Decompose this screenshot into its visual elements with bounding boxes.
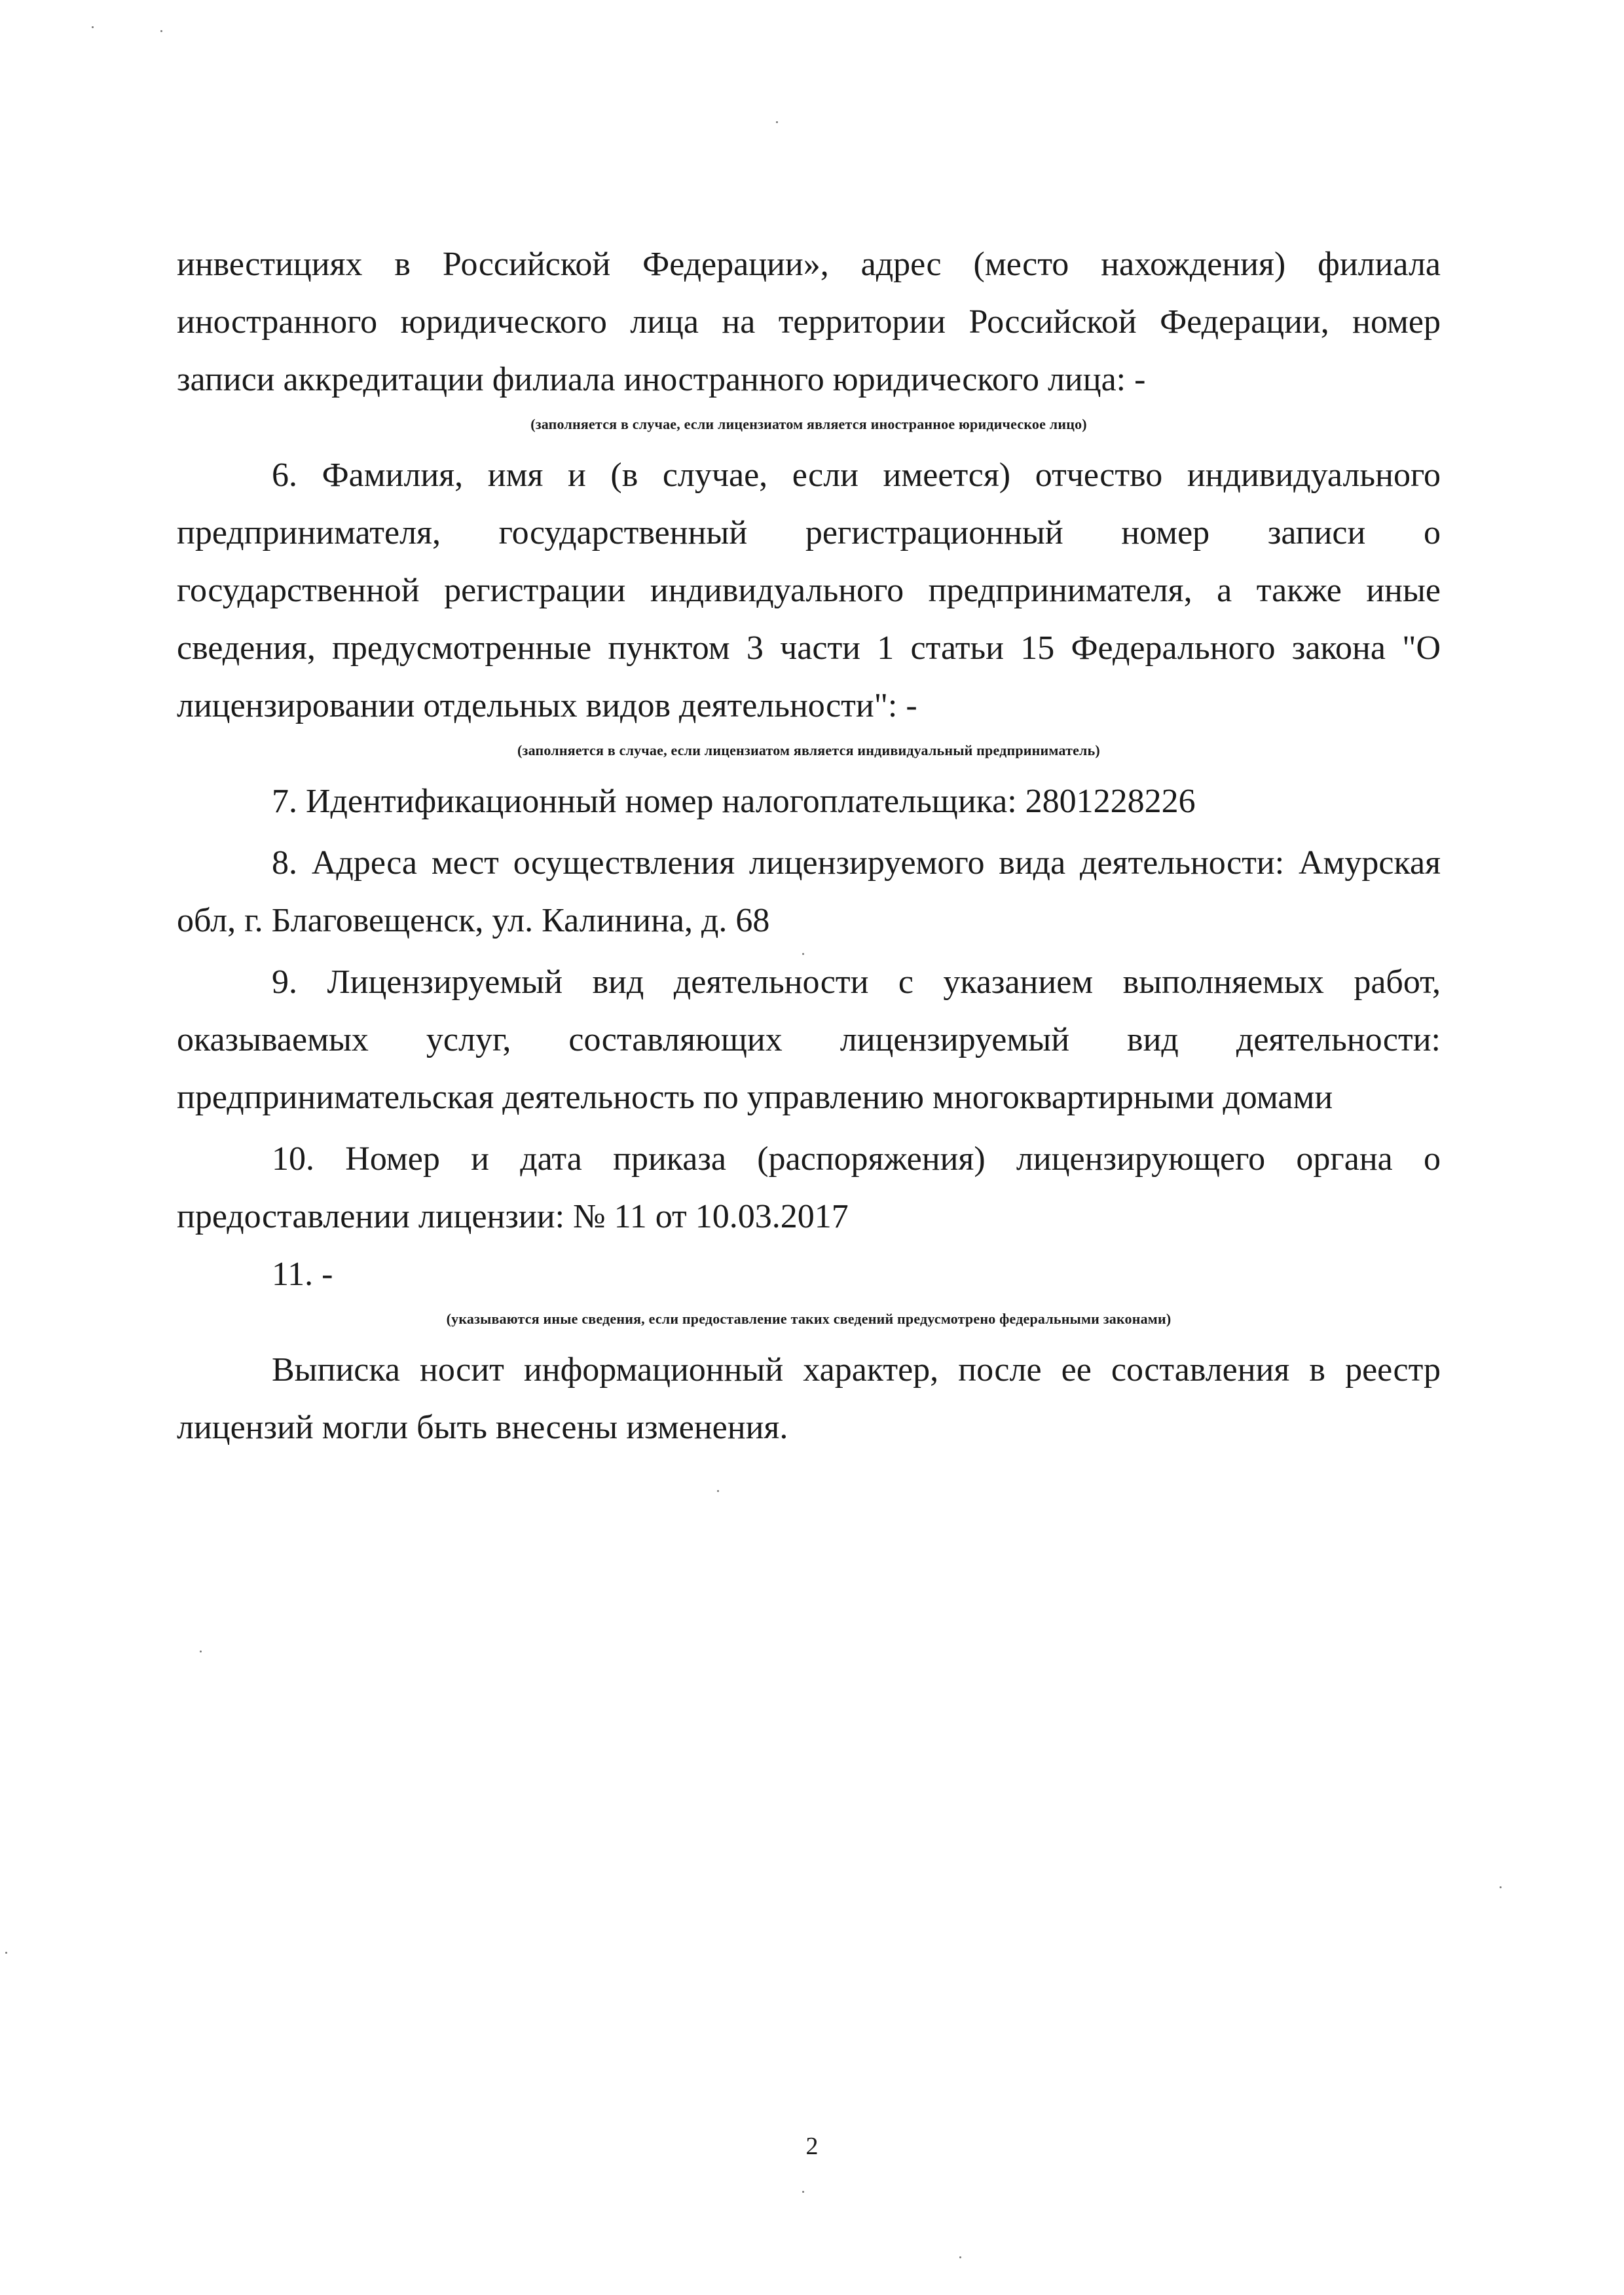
item-10-paragraph: 10. Номер и дата приказа (распоряжения) лицензирующего органа о предоставлении лицензии: № 11 от 10.03.2017 [177,1140,1441,1235]
scan-speck [717,1490,719,1492]
page-number: 2 [805,2133,819,2160]
document-body [177,236,1441,1457]
item-9-paragraph: 9. Лицензируемый вид деятельности с указанием выполняемых работ, оказываемых услуг, составляющих лицензируемый вид деятельности: предпринимательская деятельность по управлению многоквартирными домами [177,963,1441,1116]
item-6-paragraph: 6. Фамилия, имя и (в случае, если имеется) отчество индивидуального предпринимателя, государственный регистрационный номер записи о государственной регистрации индивидуального предпринимателя, а также иные сведения, предусмотренные пунктом 3 части 1 статьи 15 Федерального закона "О лицензировании отдельных видов деятельности": - [177,457,1441,724]
continuation-paragraph: инвестициях в Российской Федерации», адрес (место нахождения) филиала иностранного юридического лица на территории Российской Федерации, номер записи аккредитации филиала иностранного юридического лица: - [177,246,1441,398]
individual-entrepreneur-note: (заполняется в случае, если лицензиатом является индивидуальный предприниматель) [517,742,1100,758]
scan-speck [959,2256,961,2258]
item-7-paragraph: 7. Идентификационный номер налогоплательщика: 2801228226 [272,783,1196,820]
item-8-paragraph: 8. Адреса мест осуществления лицензируемого вида деятельности: Амурская обл, г. Благовещенск, ул. Калинина, д. 68 [177,844,1441,939]
scan-speck [802,953,804,955]
other-info-note: (указываются иные сведения, если предоставление таких сведений предусмотрено федеральными законами) [446,1311,1172,1327]
scan-speck [5,1952,7,1954]
closing-paragraph: Выписка носит информационный характер, после ее составления в реестр лицензий могли быть внесены изменения. [177,1351,1441,1446]
item-11-paragraph: 11. - [272,1256,333,1293]
scan-speck [200,1651,202,1652]
scan-speck [1500,1886,1502,1888]
scan-speck [160,30,162,32]
scan-speck [92,26,94,28]
scan-speck [802,2191,804,2193]
foreign-entity-note: (заполняется в случае, если лицензиатом является иностранное юридическое лицо) [530,416,1087,432]
scan-speck [776,121,778,123]
